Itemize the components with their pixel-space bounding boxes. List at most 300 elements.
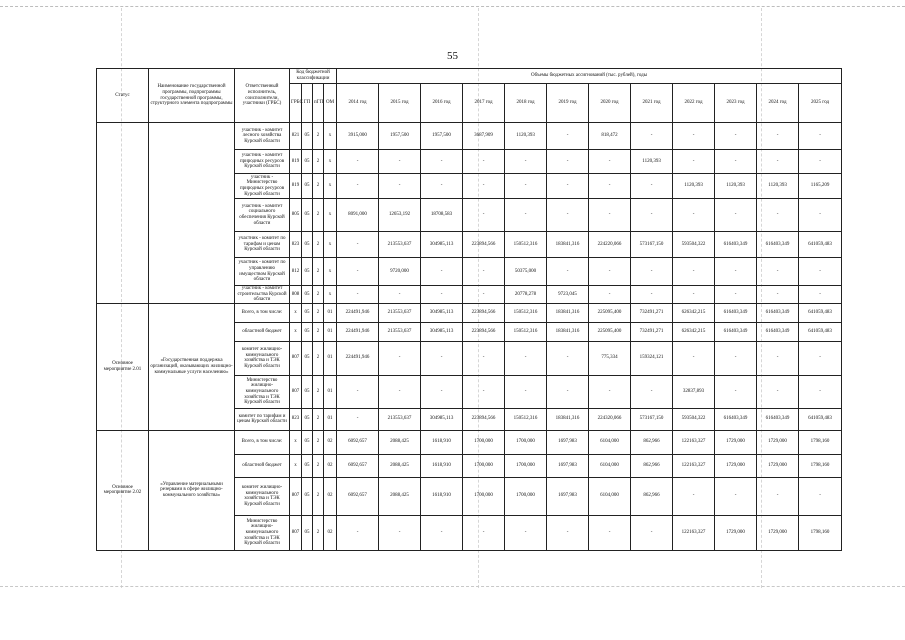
value-cell: 1165,209 bbox=[799, 174, 842, 199]
value-cell: 1120,393 bbox=[757, 174, 799, 199]
value-cell: - bbox=[337, 286, 379, 304]
value-cell: 224491,946 bbox=[337, 322, 379, 341]
code-cell: 2 bbox=[313, 454, 324, 477]
value-cell: 1957,500 bbox=[421, 123, 463, 150]
code-cell: 01 bbox=[324, 341, 337, 375]
value-cell: 1120,393 bbox=[631, 150, 673, 174]
value-cell: - bbox=[421, 515, 463, 550]
value-cell: 1700,000 bbox=[463, 430, 505, 454]
value-cell: - bbox=[757, 477, 799, 515]
value-cell: - bbox=[337, 232, 379, 258]
value-cell: 225095,400 bbox=[589, 322, 631, 341]
value-cell: 6104,000 bbox=[589, 477, 631, 515]
value-cell: 626342,215 bbox=[673, 322, 715, 341]
value-cell: - bbox=[463, 375, 505, 408]
value-cell: - bbox=[547, 258, 589, 286]
value-cell: - bbox=[463, 341, 505, 375]
value-cell: 223894,566 bbox=[463, 408, 505, 430]
code-cell: 819 bbox=[290, 150, 302, 174]
value-cell: - bbox=[379, 515, 421, 550]
value-cell: - bbox=[463, 286, 505, 304]
executor-cell: участник - комитет по тарифам и ценам Курской области bbox=[235, 232, 290, 258]
header-status: Статус bbox=[97, 69, 149, 123]
value-cell: 1798,160 bbox=[799, 454, 842, 477]
value-cell: - bbox=[589, 286, 631, 304]
value-cell: 183841,316 bbox=[547, 303, 589, 322]
value-cell: 1697,983 bbox=[547, 430, 589, 454]
code-cell: 01 bbox=[324, 408, 337, 430]
code-cell: 805 bbox=[290, 199, 302, 232]
value-cell: - bbox=[421, 375, 463, 408]
code-cell: 2 bbox=[313, 286, 324, 304]
code-cell: х bbox=[324, 174, 337, 199]
value-cell: 1120,393 bbox=[715, 174, 757, 199]
code-cell: 05 bbox=[302, 375, 313, 408]
code-cell: 05 bbox=[302, 123, 313, 150]
value-cell: 122163,327 bbox=[673, 454, 715, 477]
value-cell: - bbox=[421, 341, 463, 375]
value-cell: 122163,327 bbox=[673, 515, 715, 550]
value-cell: - bbox=[631, 515, 673, 550]
value-cell: 6092,657 bbox=[337, 454, 379, 477]
value-cell: 6092,657 bbox=[337, 477, 379, 515]
value-cell: 20778,278 bbox=[505, 286, 547, 304]
value-cell: - bbox=[337, 150, 379, 174]
value-cell: 6092,657 bbox=[337, 430, 379, 454]
value-cell: 616403,349 bbox=[715, 322, 757, 341]
value-cell: - bbox=[715, 477, 757, 515]
value-cell: 818,472 bbox=[589, 123, 631, 150]
code-cell: 05 bbox=[302, 515, 313, 550]
value-cell: - bbox=[337, 375, 379, 408]
header-code-col: ГП bbox=[302, 84, 313, 123]
code-cell: 02 bbox=[324, 515, 337, 550]
value-cell: - bbox=[589, 199, 631, 232]
value-cell: 122163,327 bbox=[673, 430, 715, 454]
value-cell: 224491,946 bbox=[337, 341, 379, 375]
code-cell: 2 bbox=[313, 258, 324, 286]
value-cell: - bbox=[757, 341, 799, 375]
value-cell: - bbox=[463, 258, 505, 286]
header-year: 2024 год bbox=[757, 84, 799, 123]
executor-cell: Министерство жилищно-коммунального хозяйства и ТЭК Курской области bbox=[235, 515, 290, 550]
executor-cell: участник - комитет строительства Курской области bbox=[235, 286, 290, 304]
value-cell: - bbox=[547, 375, 589, 408]
value-cell: - bbox=[379, 174, 421, 199]
value-cell: - bbox=[631, 199, 673, 232]
value-cell: 224320,066 bbox=[589, 408, 631, 430]
executor-cell: участник - комитет по управлению имуществом Курской области bbox=[235, 258, 290, 286]
code-cell: 05 bbox=[302, 454, 313, 477]
code-cell: 819 bbox=[290, 174, 302, 199]
header-year: 2016 год bbox=[421, 84, 463, 123]
code-cell: х bbox=[290, 303, 302, 322]
value-cell: - bbox=[631, 286, 673, 304]
code-cell: 807 bbox=[290, 341, 302, 375]
executor-cell: участник - комитет социального обеспечения Курской области bbox=[235, 199, 290, 232]
value-cell: 641059,483 bbox=[799, 408, 842, 430]
code-cell: 2 bbox=[313, 515, 324, 550]
value-cell: 2088,425 bbox=[379, 430, 421, 454]
executor-cell: участник - комитет лесного хозяйства Курской области bbox=[235, 123, 290, 150]
code-cell: х bbox=[290, 322, 302, 341]
value-cell: - bbox=[673, 199, 715, 232]
code-cell: 05 bbox=[302, 286, 313, 304]
code-cell: 05 bbox=[302, 477, 313, 515]
header-code-col: пГП bbox=[313, 84, 324, 123]
value-cell: - bbox=[799, 150, 842, 174]
code-cell: 2 bbox=[313, 341, 324, 375]
status-cell bbox=[97, 123, 149, 304]
value-cell: 8091,000 bbox=[337, 199, 379, 232]
value-cell: - bbox=[715, 123, 757, 150]
code-cell: 05 bbox=[302, 322, 313, 341]
executor-cell: комитет жилищно-коммунального хозяйства и ТЭК Курской области bbox=[235, 477, 290, 515]
value-cell: - bbox=[547, 174, 589, 199]
header-year: 2017 год bbox=[463, 84, 505, 123]
program-name-cell: «Государственная поддержка организаций, оказывающих жилищно-коммунальные услуги населению» bbox=[149, 303, 235, 430]
page-number: 55 bbox=[447, 50, 458, 62]
header-executor: Ответственный исполнитель, соисполнители, участники (ГРБС) bbox=[235, 69, 290, 123]
executor-cell: комитет по тарифам и ценам Курской области bbox=[235, 408, 290, 430]
header-year: 2014 год bbox=[337, 84, 379, 123]
value-cell: 213553,637 bbox=[379, 408, 421, 430]
value-cell: - bbox=[631, 258, 673, 286]
header-year: 2023 год bbox=[715, 84, 757, 123]
value-cell: - bbox=[673, 477, 715, 515]
value-cell: - bbox=[673, 150, 715, 174]
value-cell: - bbox=[631, 375, 673, 408]
value-cell: 593504,322 bbox=[673, 408, 715, 430]
value-cell: - bbox=[421, 258, 463, 286]
code-cell: 2 bbox=[313, 303, 324, 322]
code-cell: х bbox=[290, 454, 302, 477]
code-cell: 05 bbox=[302, 341, 313, 375]
value-cell: 6104,000 bbox=[589, 454, 631, 477]
value-cell: - bbox=[505, 341, 547, 375]
value-cell: 225095,400 bbox=[589, 303, 631, 322]
value-cell: 224220,066 bbox=[589, 232, 631, 258]
code-cell: 2 bbox=[313, 477, 324, 515]
table-row bbox=[97, 303, 842, 322]
code-cell: 01 bbox=[324, 375, 337, 408]
value-cell: 9720,000 bbox=[379, 258, 421, 286]
value-cell: - bbox=[589, 515, 631, 550]
value-cell: 1700,000 bbox=[505, 430, 547, 454]
status-cell: Основное мероприятие 2.01 bbox=[97, 303, 149, 430]
code-cell: х bbox=[324, 123, 337, 150]
value-cell: 18708,583 bbox=[421, 199, 463, 232]
value-cell: 1120,393 bbox=[505, 123, 547, 150]
value-cell: - bbox=[631, 123, 673, 150]
value-cell: - bbox=[715, 341, 757, 375]
value-cell: 159324,121 bbox=[631, 341, 673, 375]
code-cell: 2 bbox=[313, 150, 324, 174]
value-cell: - bbox=[589, 375, 631, 408]
value-cell: - bbox=[547, 150, 589, 174]
value-cell: 2088,425 bbox=[379, 477, 421, 515]
value-cell: 616403,349 bbox=[715, 303, 757, 322]
value-cell: - bbox=[799, 258, 842, 286]
table-row bbox=[97, 430, 842, 454]
value-cell: 9723,045 bbox=[547, 286, 589, 304]
code-cell: 2 bbox=[313, 174, 324, 199]
value-cell: - bbox=[715, 375, 757, 408]
header-budget-code: Код бюджетной классификации bbox=[290, 69, 337, 84]
value-cell: - bbox=[757, 150, 799, 174]
executor-cell: комитет жилищно-коммунального хозяйства и ТЭК Курской области bbox=[235, 341, 290, 375]
code-cell: х bbox=[324, 258, 337, 286]
value-cell: - bbox=[505, 199, 547, 232]
code-cell: 821 bbox=[290, 123, 302, 150]
value-cell: 1729,000 bbox=[757, 515, 799, 550]
value-cell: - bbox=[673, 341, 715, 375]
code-cell: 807 bbox=[290, 477, 302, 515]
value-cell: - bbox=[547, 123, 589, 150]
header-code-col: ОМ bbox=[324, 84, 337, 123]
value-cell: - bbox=[337, 515, 379, 550]
value-cell: - bbox=[799, 199, 842, 232]
value-cell: - bbox=[463, 174, 505, 199]
value-cell: - bbox=[505, 375, 547, 408]
value-cell: 150512,316 bbox=[505, 232, 547, 258]
code-cell: 807 bbox=[290, 375, 302, 408]
value-cell: 1697,983 bbox=[547, 454, 589, 477]
code-cell: 2 bbox=[313, 430, 324, 454]
value-cell: 1700,000 bbox=[505, 454, 547, 477]
code-cell: 823 bbox=[290, 408, 302, 430]
code-cell: х bbox=[324, 150, 337, 174]
value-cell: 1729,000 bbox=[715, 454, 757, 477]
value-cell: - bbox=[337, 258, 379, 286]
value-cell: 1700,000 bbox=[505, 477, 547, 515]
code-cell: х bbox=[324, 286, 337, 304]
value-cell: 213553,637 bbox=[379, 322, 421, 341]
code-cell: 2 bbox=[313, 322, 324, 341]
code-cell: 05 bbox=[302, 150, 313, 174]
value-cell: - bbox=[673, 258, 715, 286]
code-cell: 812 bbox=[290, 258, 302, 286]
value-cell: 1798,160 bbox=[799, 515, 842, 550]
value-cell: 593504,322 bbox=[673, 232, 715, 258]
value-cell: - bbox=[337, 174, 379, 199]
value-cell: 304985,113 bbox=[421, 322, 463, 341]
executor-cell: Всего, в том числе: bbox=[235, 430, 290, 454]
code-cell: 2 bbox=[313, 232, 324, 258]
value-cell: 1798,160 bbox=[799, 430, 842, 454]
value-cell: - bbox=[463, 150, 505, 174]
value-cell: - bbox=[379, 341, 421, 375]
value-cell: - bbox=[673, 286, 715, 304]
value-cell: - bbox=[715, 258, 757, 286]
value-cell: 223894,566 bbox=[463, 303, 505, 322]
value-cell: 626342,215 bbox=[673, 303, 715, 322]
value-cell: - bbox=[547, 515, 589, 550]
value-cell: 304985,113 bbox=[421, 303, 463, 322]
value-cell: 1697,983 bbox=[547, 477, 589, 515]
executor-cell: Всего, в том числе: bbox=[235, 303, 290, 322]
value-cell: - bbox=[379, 150, 421, 174]
code-cell: 2 bbox=[313, 408, 324, 430]
value-cell: 150512,316 bbox=[505, 303, 547, 322]
value-cell: 150512,316 bbox=[505, 408, 547, 430]
value-cell: 862,966 bbox=[631, 454, 673, 477]
value-cell: 1957,500 bbox=[379, 123, 421, 150]
value-cell: - bbox=[631, 174, 673, 199]
value-cell: - bbox=[757, 199, 799, 232]
value-cell: 183841,316 bbox=[547, 232, 589, 258]
value-cell: - bbox=[463, 199, 505, 232]
value-cell: - bbox=[421, 286, 463, 304]
value-cell: - bbox=[799, 477, 842, 515]
code-cell: 2 bbox=[313, 123, 324, 150]
value-cell: 12653,192 bbox=[379, 199, 421, 232]
value-cell: - bbox=[715, 199, 757, 232]
value-cell: 183841,316 bbox=[547, 322, 589, 341]
code-cell: 02 bbox=[324, 430, 337, 454]
value-cell: - bbox=[589, 150, 631, 174]
value-cell: - bbox=[379, 286, 421, 304]
value-cell: 1729,000 bbox=[757, 430, 799, 454]
value-cell: - bbox=[757, 375, 799, 408]
header-year: 2020 год bbox=[589, 84, 631, 123]
value-cell: - bbox=[673, 123, 715, 150]
value-cell: 616403,349 bbox=[757, 303, 799, 322]
executor-cell: участник - комитет природных ресурсов Курской области bbox=[235, 150, 290, 174]
status-cell: Основное мероприятие 2.02 bbox=[97, 430, 149, 550]
code-cell: 2 bbox=[313, 199, 324, 232]
value-cell: - bbox=[505, 150, 547, 174]
code-cell: 01 bbox=[324, 322, 337, 341]
bottom-cut-line bbox=[0, 586, 905, 587]
code-cell: 808 bbox=[290, 286, 302, 304]
value-cell: 616403,349 bbox=[715, 232, 757, 258]
value-cell: 616403,349 bbox=[715, 408, 757, 430]
value-cell: - bbox=[589, 258, 631, 286]
executor-cell: участник - Министерство природных ресурсов Курской области bbox=[235, 174, 290, 199]
code-cell: 02 bbox=[324, 477, 337, 515]
value-cell: 616403,349 bbox=[757, 408, 799, 430]
value-cell: - bbox=[421, 150, 463, 174]
value-cell: - bbox=[547, 199, 589, 232]
code-cell: х bbox=[324, 232, 337, 258]
code-cell: 05 bbox=[302, 232, 313, 258]
value-cell: 183841,316 bbox=[547, 408, 589, 430]
top-cut-line bbox=[0, 6, 905, 7]
code-cell: х bbox=[324, 199, 337, 232]
value-cell: 223894,566 bbox=[463, 322, 505, 341]
value-cell: 1618,910 bbox=[421, 454, 463, 477]
code-cell: 2 bbox=[313, 375, 324, 408]
budget-table bbox=[96, 68, 842, 551]
value-cell: - bbox=[505, 174, 547, 199]
value-cell: - bbox=[757, 258, 799, 286]
table-row bbox=[97, 123, 842, 150]
code-cell: 05 bbox=[302, 258, 313, 286]
value-cell: 641059,483 bbox=[799, 303, 842, 322]
value-cell: 1729,000 bbox=[715, 515, 757, 550]
value-cell: 1120,393 bbox=[673, 174, 715, 199]
value-cell: - bbox=[799, 341, 842, 375]
value-cell: 304985,113 bbox=[421, 408, 463, 430]
executor-cell: Министерство жилищно-коммунального хозяйства и ТЭК Курской области bbox=[235, 375, 290, 408]
value-cell: - bbox=[799, 123, 842, 150]
value-cell: 3915,000 bbox=[337, 123, 379, 150]
value-cell: - bbox=[337, 408, 379, 430]
value-cell: 616403,349 bbox=[757, 322, 799, 341]
header-year: 2015 год bbox=[379, 84, 421, 123]
header-year: 2018 год bbox=[505, 84, 547, 123]
value-cell: - bbox=[463, 515, 505, 550]
value-cell: - bbox=[589, 174, 631, 199]
code-cell: х bbox=[290, 430, 302, 454]
value-cell: 150512,316 bbox=[505, 322, 547, 341]
header-year: 2022 год bbox=[673, 84, 715, 123]
value-cell: 1729,000 bbox=[715, 430, 757, 454]
value-cell: - bbox=[505, 515, 547, 550]
value-cell: 775,334 bbox=[589, 341, 631, 375]
value-cell: 732491,271 bbox=[631, 322, 673, 341]
value-cell: - bbox=[757, 123, 799, 150]
value-cell: 573167,150 bbox=[631, 408, 673, 430]
value-cell: 3687,909 bbox=[463, 123, 505, 150]
value-cell: 1618,910 bbox=[421, 477, 463, 515]
value-cell: 1700,000 bbox=[463, 454, 505, 477]
executor-cell: областной бюджет bbox=[235, 322, 290, 341]
header-budget-volume: Объемы бюджетных ассигнований (тыс. рублей), годы bbox=[337, 69, 842, 84]
value-cell: 641059,483 bbox=[799, 232, 842, 258]
value-cell: 1700,000 bbox=[463, 477, 505, 515]
value-cell: - bbox=[547, 341, 589, 375]
value-cell: 32837,893 bbox=[673, 375, 715, 408]
value-cell: 1729,000 bbox=[757, 454, 799, 477]
code-cell: 05 bbox=[302, 303, 313, 322]
code-cell: 01 bbox=[324, 303, 337, 322]
value-cell: - bbox=[799, 286, 842, 304]
code-cell: 05 bbox=[302, 174, 313, 199]
value-cell: - bbox=[421, 174, 463, 199]
value-cell: 223894,566 bbox=[463, 232, 505, 258]
code-cell: 05 bbox=[302, 430, 313, 454]
code-cell: 05 bbox=[302, 199, 313, 232]
code-cell: 807 bbox=[290, 515, 302, 550]
value-cell: 862,966 bbox=[631, 430, 673, 454]
executor-cell: областной бюджет bbox=[235, 454, 290, 477]
value-cell: 50375,000 bbox=[505, 258, 547, 286]
value-cell: - bbox=[715, 150, 757, 174]
value-cell: 732491,271 bbox=[631, 303, 673, 322]
value-cell: - bbox=[379, 375, 421, 408]
code-cell: 823 bbox=[290, 232, 302, 258]
value-cell: 224491,946 bbox=[337, 303, 379, 322]
header-year: 2025 год bbox=[799, 84, 842, 123]
value-cell: - bbox=[799, 375, 842, 408]
value-cell: 573167,150 bbox=[631, 232, 673, 258]
value-cell: 213553,637 bbox=[379, 303, 421, 322]
value-cell: 641059,483 bbox=[799, 322, 842, 341]
header-year: 2019 год bbox=[547, 84, 589, 123]
program-name-cell: «Управление материальными резервами в сфере жилищно-коммунального хозяйства» bbox=[149, 430, 235, 550]
header-year: 2021 год bbox=[631, 84, 673, 123]
header-program-name: Наименование государственной программы, подпрограммы государственной программы, структурного элемента подпрограммы bbox=[149, 69, 235, 123]
value-cell: 1618,910 bbox=[421, 430, 463, 454]
value-cell: 213553,637 bbox=[379, 232, 421, 258]
code-cell: 02 bbox=[324, 454, 337, 477]
value-cell: - bbox=[715, 286, 757, 304]
value-cell: 2088,425 bbox=[379, 454, 421, 477]
value-cell: 862,966 bbox=[631, 477, 673, 515]
code-cell: 05 bbox=[302, 408, 313, 430]
